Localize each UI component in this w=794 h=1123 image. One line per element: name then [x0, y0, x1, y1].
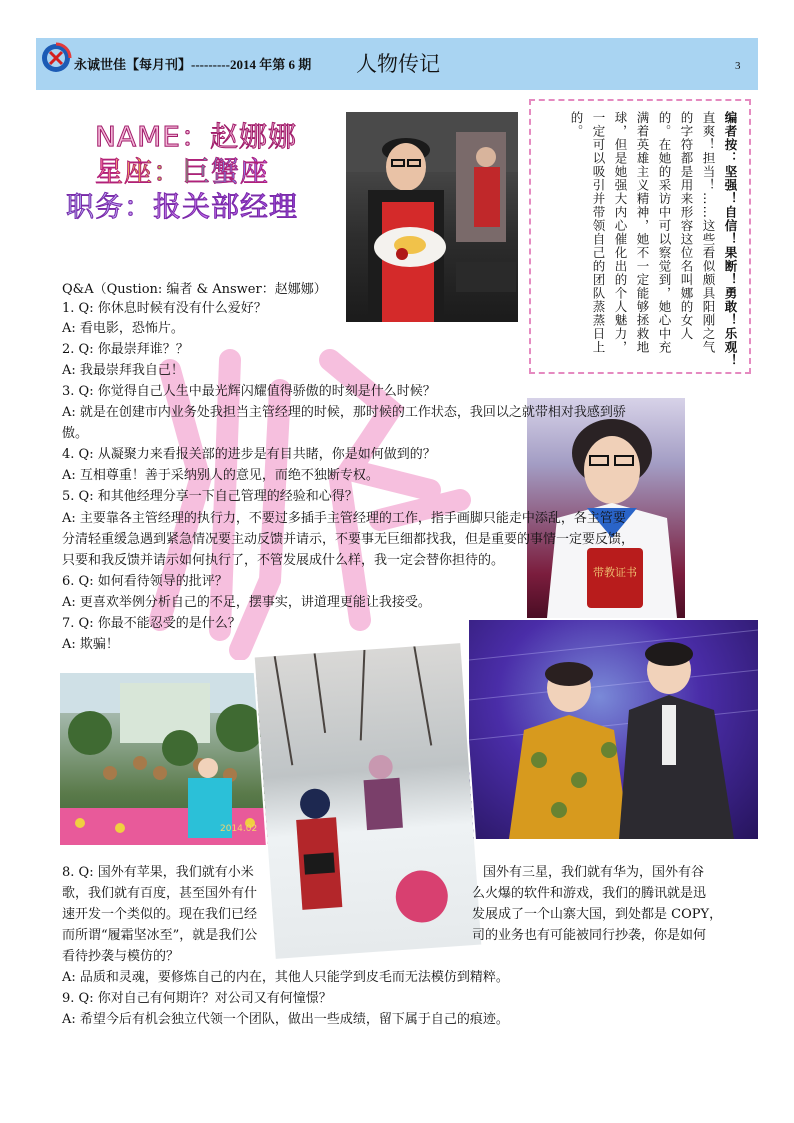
photo-cooking	[346, 112, 518, 322]
qa-line: 国外有三星，我们就有华为，国外有谷	[483, 865, 705, 880]
qa-line: 么火爆的软件和游戏，我们的腾讯就是迅	[472, 886, 707, 901]
qa-line: A: 希望今后有机会独立代领一个团队，做出一些成绩，留下属于自己的痕迹。	[62, 1012, 509, 1027]
photo-date-stamp: 2014.02	[220, 824, 258, 834]
photo-certificate	[527, 398, 685, 618]
qa-line: 2. Q: 你最崇拜谁？？	[62, 342, 189, 357]
qa-line: 7. Q: 你最不能忍受的是什么？	[62, 616, 241, 631]
editor-note-line: 球，但是她强大内心催化出的个人魅力，	[613, 111, 628, 354]
qa-line: A: 就是在创建市内业务处我担当主管经理的时候，那时候的工作状态，我回以之就带相对我感到骄	[62, 405, 626, 420]
section-title: 人物传记	[356, 52, 440, 76]
editor-note-box	[529, 99, 751, 374]
editor-note-line: 的。在她的采访中可以察觉到，她心中充	[657, 111, 672, 354]
editor-note-line: 编者按：坚强！自信！果断！勇敢！乐观！	[723, 111, 738, 368]
editor-note-line: 的字符都是用来形容这位名叫娜的女人	[679, 111, 694, 341]
qa-line: A: 我最崇拜我自己！	[62, 363, 184, 378]
qa-line: 1. Q: 你休息时候有没有什么爱好？	[62, 301, 267, 316]
qa-line: 而所谓“履霜坚冰至”，就是我们公	[62, 928, 258, 943]
qa-line: 歌，我们就有百度，甚至国外有什	[62, 886, 258, 901]
editor-note-line: 的。	[569, 111, 584, 138]
photo-snow	[255, 643, 482, 959]
qa-line: A: 主要靠各主管经理的执行力，不要过多插手主管经理的工作，指手画脚只能走中添乱，各主管要	[62, 511, 626, 526]
qa-line: 发展成了一个山寨大国，到处都是 COPY，	[472, 907, 723, 922]
newsletter-issue: 永诚世佳【每月刊】---------2014 年第 6 期	[74, 57, 312, 72]
qa-line: 速开发一个类似的。现在我们已经	[62, 907, 258, 922]
photo-stage	[469, 620, 758, 839]
qa-line: 9. Q: 你对自己有何期许？对公司又有何憧憬？	[62, 991, 332, 1006]
qa-line: 只要和我反馈并请示如何执行了，不管发展成什么样，我一定会替你担待的。	[62, 553, 505, 568]
photo-garden	[60, 673, 278, 845]
qa-line: A: 看电影，恐怖片。	[62, 321, 184, 336]
qa-line: A: 品质和灵魂，要修炼自己的内在，其他人只能学到皮毛而无法模仿到精粹。	[62, 970, 509, 985]
qa-line: 4. Q: 从凝聚力来看报关部的进步是有目共睹，你是如何做到的？	[62, 447, 436, 462]
qa-intro: Q&A（Qustion: 编者 & Answer：赵娜娜）	[62, 282, 327, 297]
qa-line: A: 欺骗！	[62, 637, 119, 652]
editor-note-line: 直爽！担当！……这些看似颇具阳刚之气	[701, 111, 716, 354]
editor-note-line: 满着英雄主义精神，她不一定能够拯救地	[635, 111, 650, 354]
company-logo-icon	[40, 42, 72, 74]
qa-line: A: 更喜欢举例分析自己的不足，摆事实，讲道理更能让我接受。	[62, 595, 431, 610]
qa-line: 分清轻重缓急遇到紧急情况要主动反馈并请示，不要事无巨细都找我，但是重要的事情一定要反馈，	[62, 532, 635, 547]
qa-line: 看待抄袭与模仿的？	[62, 949, 180, 964]
editor-note-line: 一定可以吸引并带领自己的团队蒸蒸日上	[591, 111, 606, 354]
qa-line: 8. Q: 国外有苹果，我们就有小米	[62, 865, 254, 880]
certificate-badge-text: 带教证书	[593, 566, 637, 579]
qa-line: 傲。	[62, 426, 89, 441]
qa-line: 司的业务也有可能被同行抄袭，你是如何	[472, 928, 707, 943]
qa-line: 6. Q: 如何看待领导的批评？	[62, 574, 228, 589]
position-label: 职务：报关部经理	[66, 190, 299, 223]
qa-line: 3. Q: 你觉得自己人生中最光辉闪耀值得骄傲的时刻是什么时候？	[62, 384, 436, 399]
qa-line: A: 互相尊重！善于采纳别人的意见，而绝不独断专权。	[62, 468, 379, 483]
page-number: 3	[735, 60, 741, 72]
qa-line: 5. Q: 和其他经理分享一下自己管理的经验和心得？	[62, 489, 358, 504]
name-label: NAME：赵娜娜	[95, 120, 297, 153]
star-sign-label: 星座：巨蟹座	[95, 155, 270, 188]
